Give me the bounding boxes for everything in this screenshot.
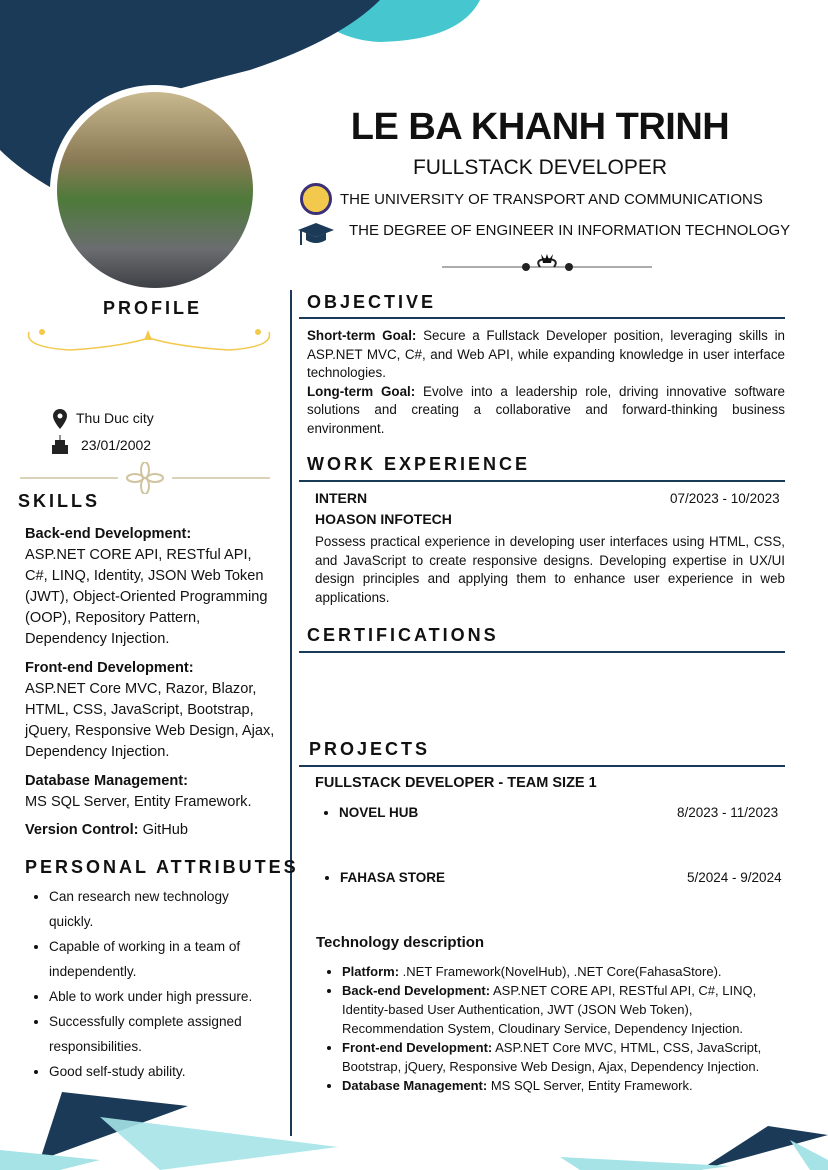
tech-label: Front-end Development:: [342, 1040, 493, 1055]
section-rule: [299, 651, 785, 653]
project-dates: 5/2024 - 9/2024: [687, 870, 782, 885]
project-name: • FAHASA STORE: [340, 870, 445, 885]
bottom-right-cyan-corner: [790, 1140, 828, 1170]
candidate-name: LE BA KHANH TRINH: [350, 106, 730, 148]
tech-item: [342, 1076, 792, 1095]
university-logo-icon: [300, 183, 332, 215]
skill-label: Version Control:: [25, 822, 139, 838]
attribute-item: • Able to work under high pressure.: [49, 984, 259, 1009]
objective-text: [307, 327, 785, 438]
tech-text: ASP.NET Core MVC, HTML, CSS, JavaScript, Bootstrap, jQuery, Responsive Web Design, Ajax, Dependency Injection.: [342, 1040, 762, 1074]
skill-label: Back-end Development:: [25, 526, 192, 542]
section-rule: [299, 765, 785, 767]
skill-text: GitHub: [138, 822, 188, 838]
skill-group: [25, 658, 275, 763]
location-text: Thu Duc city: [76, 410, 154, 426]
tech-item: [342, 1038, 792, 1076]
attribute-item: • Capable of working in a team of independently.: [49, 934, 259, 984]
profile-heading: PROFILE: [103, 298, 203, 318]
personal-attributes-heading: PERSONAL ATTRIBUTES: [25, 857, 299, 877]
project-item: [319, 805, 418, 820]
attribute-item: • Successfully complete assigned responsibilities.: [49, 1009, 259, 1059]
project-name: • NOVEL HUB: [339, 805, 418, 820]
tech-label: Back-end Development:: [342, 983, 491, 998]
certifications-heading: CERTIFICATIONS: [307, 625, 499, 645]
attribute-item: • Can research new technology quickly.: [49, 884, 259, 934]
tech-text: .NET Framework(NovelHub), .NET Core(FahasaStore).: [399, 964, 722, 979]
work-experience-heading: WORK EXPERIENCE: [307, 454, 531, 474]
skills-list: [25, 524, 275, 841]
short-term-label: Short-term Goal:: [307, 328, 417, 343]
skill-label: Database Management:: [25, 773, 189, 789]
skill-group: [25, 820, 275, 841]
skill-text: ASP.NET Core MVC, Razor, Blazor, HTML, CSS, JavaScript, Bootstrap, jQuery, Responsive Web Design, Ajax, Dependency Injection.: [25, 681, 275, 760]
attributes-list: [29, 884, 259, 1084]
skill-group: [25, 524, 275, 650]
location-pin-icon: [52, 409, 68, 429]
tech-item: [342, 962, 792, 981]
tech-label: Platform:: [342, 964, 400, 979]
degree-name: THE DEGREE OF ENGINEER IN INFORMATION TECHNOLOGY: [349, 222, 791, 239]
project-dates: 8/2023 - 11/2023: [677, 805, 779, 820]
birthday-text: 23/01/2002: [81, 437, 152, 453]
skill-label: Front-end Development:: [25, 660, 194, 676]
projects-subtitle: FULLSTACK DEVELOPER - TEAM SIZE 1: [315, 775, 597, 791]
project-item: [320, 870, 445, 885]
job-role: INTERN: [315, 490, 368, 506]
ornament-divider-icon: [432, 252, 662, 274]
skill-group: [25, 771, 275, 813]
ornament-divider-icon: [18, 462, 272, 494]
tech-text: MS SQL Server, Entity Framework.: [487, 1078, 693, 1093]
skill-text: MS SQL Server, Entity Framework.: [25, 794, 252, 810]
graduation-cap-icon: [296, 221, 336, 247]
section-rule: [299, 317, 785, 319]
objective-heading: OBJECTIVE: [307, 292, 437, 312]
skills-heading: SKILLS: [18, 491, 101, 511]
company-name: HOASON INFOTECH: [315, 511, 452, 527]
long-term-label: Long-term Goal:: [307, 383, 416, 399]
job-title: FULLSTACK DEVELOPER: [412, 156, 668, 179]
job-dates: 07/2023 - 10/2023: [670, 491, 780, 506]
skill-text: ASP.NET CORE API, RESTful API, C#, LINQ, Identity, JSON Web Token (JWT), Object-Oriented Programming (OOP), Repository Pattern, Dependency Injection.: [25, 547, 268, 647]
university-name: THE UNIVERSITY OF TRANSPORT AND COMMUNICATIONS: [340, 191, 763, 208]
bottom-left-cyan-triangle: [100, 1117, 338, 1170]
column-divider: [290, 290, 292, 1136]
job-description: Possess practical experience in developing user interfaces using HTML, CSS, and JavaScript to create responsive designs. Developing expertise in UX/UI design principles and applying them to enhance user experience in web applications.: [315, 534, 785, 605]
technology-heading: Technology description: [316, 934, 485, 951]
gold-flourish-icon: [24, 320, 276, 360]
tech-label: Database Management:: [342, 1078, 488, 1093]
profile-photo: [50, 85, 260, 295]
bottom-right-cyan-strip: [560, 1157, 730, 1170]
technology-list: [322, 962, 792, 1095]
projects-heading: PROJECTS: [309, 739, 431, 759]
attribute-item: • Good self-study ability.: [49, 1059, 259, 1084]
short-term-text: Secure a Fullstack Developer position, leveraging skills in ASP.NET MVC, C#, and Web API, while expanding knowledge in user interface technologies.: [307, 328, 785, 380]
section-rule: [299, 480, 785, 482]
tech-text: ASP.NET CORE API, RESTful API, C#, LINQ, Identity-based User Authentication, JWT (JSON Web Token), Recommendation System, Cloudinary Service, Dependency Injection.: [342, 983, 757, 1036]
birthday-cake-icon: [51, 435, 69, 455]
long-term-text: Evolve into a leadership role, driving innovative software solutions and creating a collaborative and forward-thinking business environment.: [307, 383, 785, 436]
tech-item: [342, 981, 792, 1038]
